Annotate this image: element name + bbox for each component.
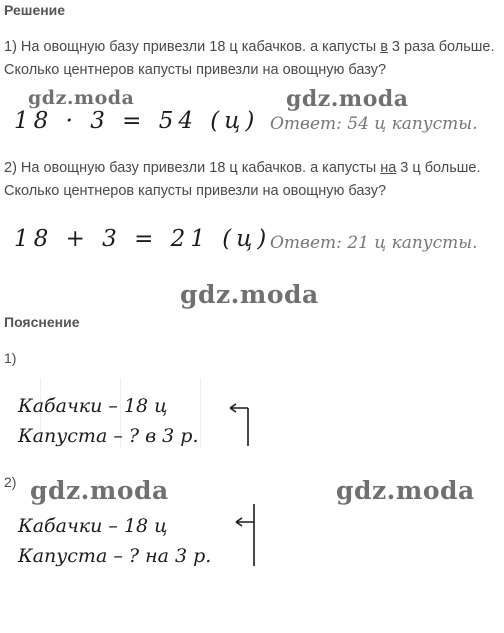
part-2-number: 2) xyxy=(4,474,17,490)
watermark: gdz.moda xyxy=(180,280,319,309)
watermark: gdz.moda xyxy=(286,86,409,112)
part-2-line-2: Капуста – ? на 3 р. xyxy=(18,545,212,567)
task-2-equation: 18 + 3 = 21 (ц) xyxy=(14,226,272,252)
solution-heading: Решение xyxy=(4,2,66,18)
grid-line xyxy=(200,378,201,448)
watermark: gdz.moda xyxy=(28,87,135,109)
task-1-equation: 18 · 3 = 54 (ц) xyxy=(14,108,260,134)
task-1-text: 1) На овощную базу привезли 18 ц кабачков. а капусты в 3 раза больше. Сколько центнеров капусты привезли на овощную базу? xyxy=(4,39,495,78)
watermark: gdz.moda xyxy=(336,476,475,505)
task-2-emphasis: на xyxy=(380,160,397,176)
watermark: gdz.moda xyxy=(30,476,169,505)
task-2-answer: Ответ: 21 ц капусты. xyxy=(270,233,478,253)
part-1-line-1: Кабачки – 18 ц xyxy=(18,395,168,417)
bracket-arrow-icon xyxy=(222,402,256,448)
bracket-arrow-icon xyxy=(228,500,262,570)
part-1-number: 1) xyxy=(4,350,17,366)
task-2-text: 2) На овощную базу привезли 18 ц кабачков. а капусты на 3 ц больше. Сколько центнеров капусты привезли на овощную базу? xyxy=(4,160,481,199)
explanation-heading: Пояснение xyxy=(4,314,80,330)
part-2-line-1: Кабачки – 18 ц xyxy=(18,515,168,537)
task-1-answer: Ответ: 54 ц капусты. xyxy=(270,114,478,134)
part-1-line-2: Капуста – ? в 3 р. xyxy=(18,425,199,447)
task-1-emphasis: в xyxy=(380,39,388,55)
